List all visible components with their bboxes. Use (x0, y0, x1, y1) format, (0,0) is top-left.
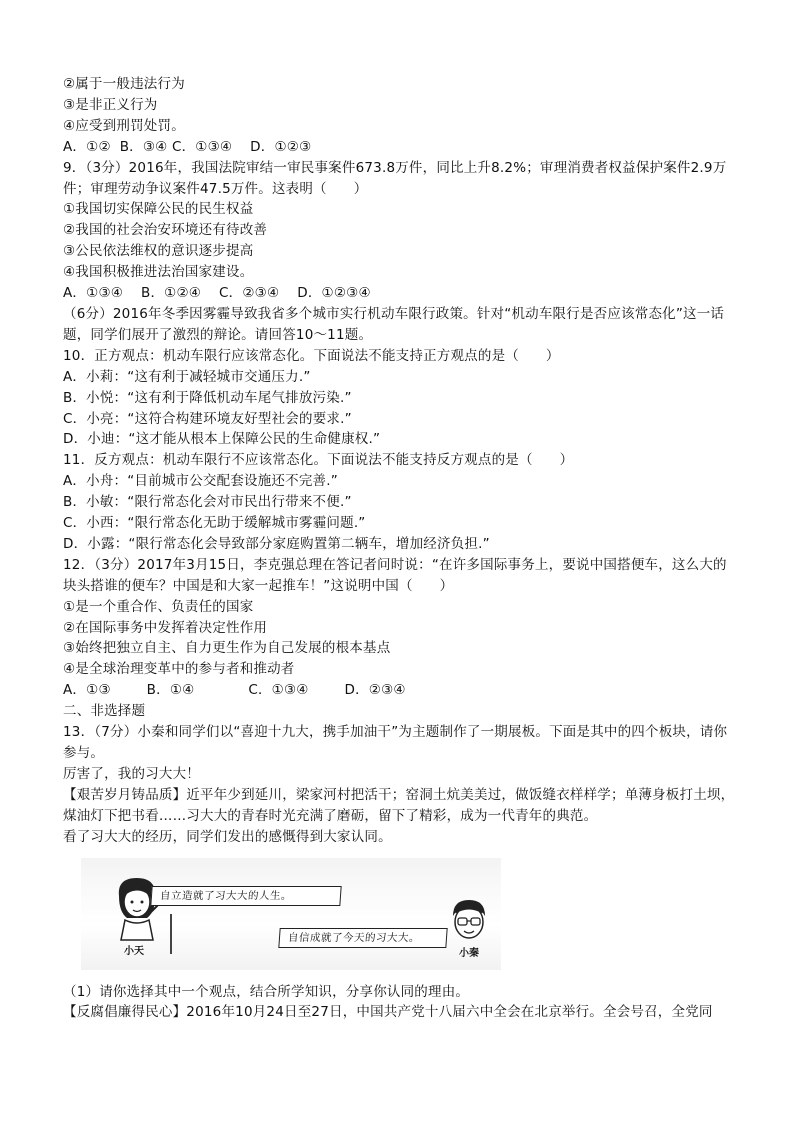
sub-question: （1）请你选择其中一个观点，结合所学知识，分享你认同的理由。 (63, 983, 470, 1000)
text-line: ④我国积极推进法治国家建设。 (63, 264, 254, 281)
text-line: ③公民依法维权的意识逐步提高 (63, 243, 254, 260)
text-line: C．小西：“限行常态化无助于缓解城市雾霾问题.” (63, 515, 366, 532)
board-paragraph: 【反腐倡廉得民心】2016年10月24日至27日，中国共产党十八届六中全会在北京举行。全会号召，全党同 (63, 1004, 713, 1021)
character-name-left: 小天 (124, 945, 144, 957)
text-line: ①是一个重合作、负责任的国家 (63, 598, 254, 615)
section-heading: 二、非选择题 (63, 703, 146, 720)
answer-options: A．①③ B．①④ C．①③④ D．②③④ (63, 682, 406, 699)
speech-bubble-left: 自立造就了习大大的人生。 (150, 886, 341, 906)
question-13: 13．（7分）小秦和同学们以“喜迎十九大，携手加油干”为主题制作了一期展板。下面是其中的四个板块，请你参与。 (63, 724, 728, 761)
text-line: ③始终把独立自主、自力更生作为自己发展的根本基点 (63, 640, 391, 657)
text-line: ④是全球治理变革中的参与者和推动者 (63, 661, 295, 678)
text-line: ①我国切实保障公民的民生权益 (63, 201, 254, 218)
text-line: ②属于一般违法行为 (63, 76, 185, 92)
text-line: B．小敏：“限行常态化会对市民出行带来不便.” (63, 494, 352, 511)
character-name-right: 小秦 (459, 947, 479, 959)
text-line: B．小悦：“这有利于降低机动车尾气排放污染.” (63, 389, 352, 406)
question-10: 10．正方观点：机动车限行应该常态化。下面说法不能支持正方观点的是（ ） (63, 347, 560, 364)
text-line: D．小迪：“这才能从根本上保障公民的生命健康权.” (63, 431, 381, 448)
girl-illustration (107, 874, 167, 942)
document-content (63, 74, 735, 1023)
board-title: 厉害了，我的习大大！ (63, 765, 200, 782)
divider (170, 914, 172, 954)
text-line: ③是非正义行为 (63, 96, 158, 113)
question-9: 9．（3分）2016年，我国法院审结一审民事案件673.8万件，同比上升8.2%；审理消费者权益保护案件2.9万件；审理劳动争议案件47.5万件。这表明（ ） (63, 159, 727, 197)
text-line: ④应受到刑罚处罚。 (63, 117, 185, 134)
cartoon-figure (81, 858, 501, 970)
text-line: C．小亮：“这符合构建环境友好型社会的要求.” (63, 410, 352, 427)
debate-intro: （6分）2016年冬季因雾霾导致我省多个城市实行机动车限行政策。针对“机动车限行是否应该常态化”这一话题，同学们展开了激烈的辩论。请回答10～11题。 (63, 305, 725, 343)
answer-options: A．①③④ B．①②④ C．②③④ D．①②③④ (63, 285, 371, 302)
text-line: 看了习大大的经历，同学们发出的感慨得到大家认同。 (63, 828, 392, 845)
text-line: A．小莉：“这有利于减轻城市交通压力.” (63, 368, 311, 385)
boy-illustration (441, 898, 497, 948)
board-paragraph: 【艰苦岁月铸品质】近平年少到延川，梁家河村把活干；窑洞土炕美美过，做饭缝衣样样学；单薄身板打土坝，煤油灯下把书看……习大大的青春时光充满了磨砺，留下了精彩，成为一代青年的典范。 (63, 786, 735, 824)
text-line: D．小露：“限行常态化会导致部分家庭购置第二辆车，增加经济负担.” (63, 535, 490, 552)
text-line: A．小舟：“目前城市公交配套设施还不完善.” (63, 473, 338, 490)
text-line: ②在国际事务中发挥着决定性作用 (63, 619, 268, 636)
speech-bubble-right: 自信成就了今天的习大大。 (278, 928, 447, 948)
question-11: 11．反方观点：机动车限行不应该常态化。下面说法不能支持反方观点的是（ ） (63, 452, 574, 469)
question-12: 12．（3分）2017年3月15日，李克强总理在答记者问时说：“在许多国际事务上，要说中国搭便车，这么大的块头搭谁的便车？中国是和大家一起推车！”这说明中国（ ） (63, 556, 727, 594)
answer-options: A．①② B．③④ C．①③④ D．①②③ (63, 138, 312, 155)
text-line: ②我国的社会治安环境还有待改善 (63, 222, 268, 239)
